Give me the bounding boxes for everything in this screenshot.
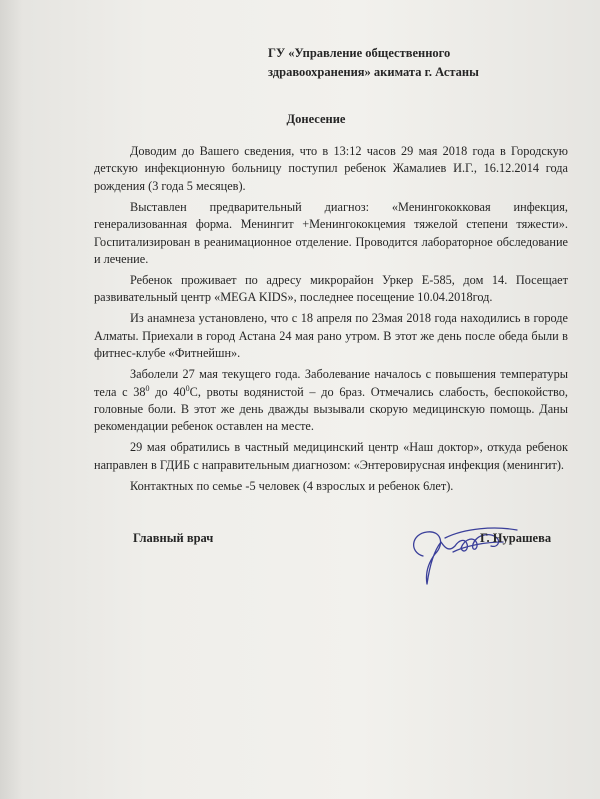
paragraph-2: Выставлен предварительный диагноз: «Менингококковая инфекция, генерализованная форма. Менингит +Менингококцемия тяжелой степени тяжести». Госпитализирован в реанимационное отделение. Проводится лабораторное обследование и лечение.: [94, 199, 568, 267]
addressee-block: [268, 44, 568, 82]
degree-superscript: 0: [185, 383, 190, 393]
addressee-line-1: ГУ «Управление общественного: [268, 46, 451, 60]
paragraph-3: Ребенок проживает по адресу микрорайон Уркер Е-585, дом 14. Посещает развивательный центр «MEGA KIDS», последнее посещение 10.04.2018год.: [94, 273, 568, 305]
paragraph-5-part-b: до 40: [149, 384, 186, 399]
paragraph-6: 29 мая обратились в частный медицинский центр «Наш доктор», откуда ребенок направлен в ГДИБ с направительным диагнозом: «Энтеровирусная инфекция (менингит).: [94, 440, 568, 472]
degree-superscript: 0: [145, 383, 150, 393]
signer-name: Г. Нурашева: [480, 531, 552, 545]
document-title: Донесение: [286, 112, 346, 126]
addressee-line-2: здравоохранения» акимата г. Астаны: [268, 65, 479, 79]
paragraph-7: Контактных по семье -5 человек (4 взрослых и ребенок 6лет).: [130, 478, 454, 493]
paragraph-5-part-c: С, рвоты водянистой – до 6раз. Отмечались слабость, беспокойство, головные боли. В этот же день дважды вызывали скорую медицинскую помощь. Даны рекомендации ребенок оставлен на месте.: [94, 384, 568, 434]
paragraph-5: [94, 366, 568, 436]
paragraph-4: Из анамнеза установлено, что с 18 апреля по 23мая 2018 года находились в городе Алматы. Приехали в город Астана 24 мая рано утром. В этот же день после обеда были в фитнес-клубе «Фитнейшн».: [94, 311, 568, 361]
document-body: [94, 143, 568, 499]
handwritten-signature: [405, 512, 525, 588]
signer-role: Главный врач: [133, 531, 214, 545]
paragraph-1: Доводим до Вашего сведения, что в 13:12 часов 29 мая 2018 года в Городскую детскую инфекционную больницу поступил ребенок Жамалиев И.Г., 16.12.2014 года рождения (3 года 5 месяцев).: [94, 144, 568, 193]
paragraph-5-part-a: Заболели 27 мая текущего года. Заболевание началось с повышения температуры тела с 38: [94, 367, 568, 399]
